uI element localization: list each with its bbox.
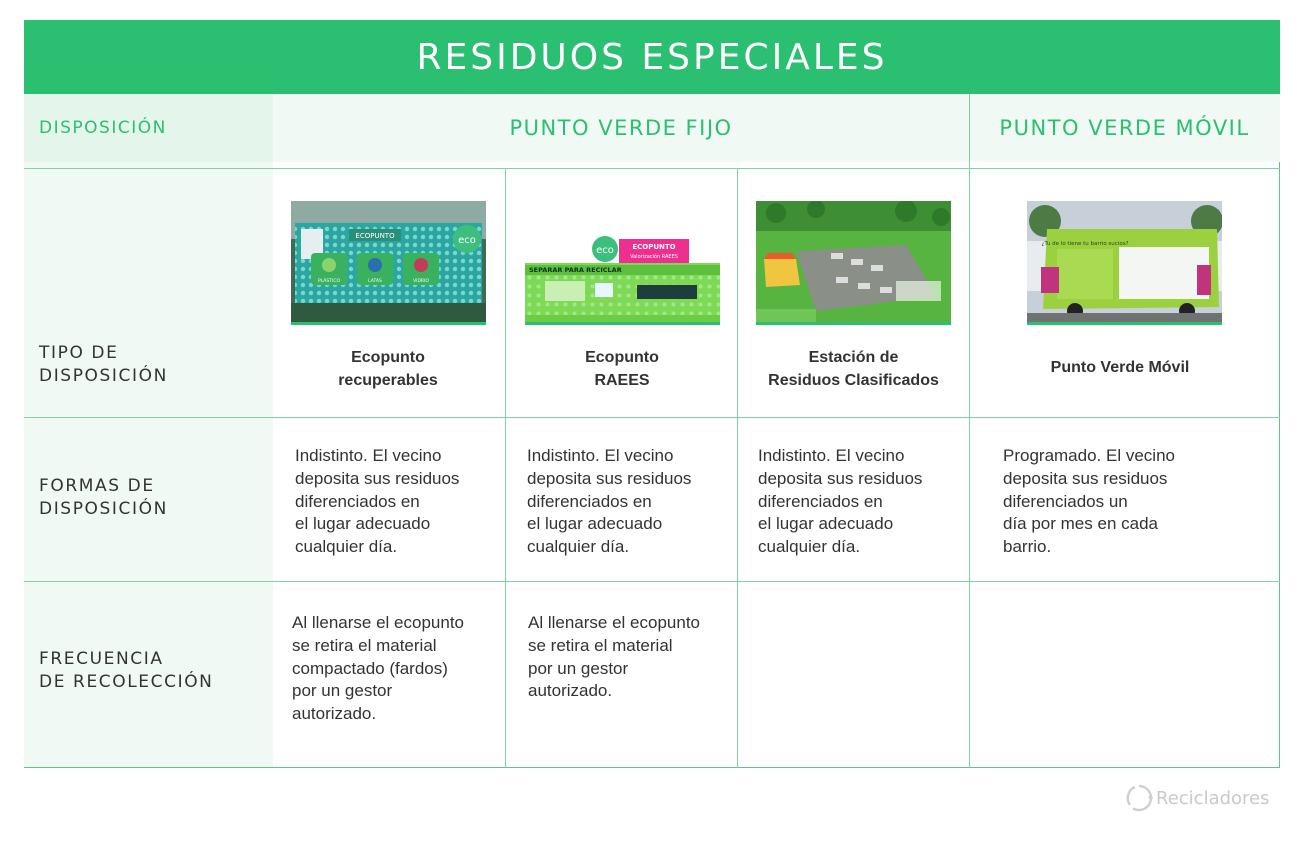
text-line: se retira el material — [292, 635, 437, 655]
text-line: el lugar adecuado — [295, 514, 431, 534]
text-line: Indistinto. El vecino — [758, 446, 905, 465]
photo-label: ECOPUNTO — [355, 232, 395, 240]
frecuencia-cell-1 — [292, 612, 464, 726]
photo-label: eco — [458, 235, 476, 246]
grid-line — [737, 168, 738, 768]
container-illustration — [291, 201, 486, 325]
row-label-frecuencia — [39, 648, 214, 694]
text-line: barrio. — [1003, 537, 1052, 557]
recicladores-logo — [1124, 783, 1270, 813]
disposal-type-line: RAEES — [594, 372, 650, 389]
photo-punto-verde-movil — [1027, 201, 1222, 325]
residuos-table — [24, 20, 1280, 768]
disposal-type-line: Estación de — [808, 349, 899, 366]
title-bar — [24, 20, 1280, 94]
text-line: Programado. El vecino — [1003, 446, 1175, 465]
estacion-illustration — [756, 201, 951, 325]
text-line: deposita sus residuos — [1003, 468, 1168, 488]
header-row — [24, 94, 1280, 162]
text-line: Indistinto. El vecino — [295, 446, 442, 465]
text-line: cualquier día. — [758, 537, 861, 557]
row-label-line: DISPOSICIÓN — [39, 366, 168, 386]
text-line: el lugar adecuado — [758, 514, 894, 534]
photo-estacion-residuos — [756, 201, 951, 325]
text-line: cualquier día. — [295, 537, 398, 557]
disposal-type-name — [290, 346, 486, 392]
text-line: por un gestor — [528, 658, 629, 678]
text-line: cualquier día. — [527, 537, 630, 557]
text-line: Al llenarse el ecopunto — [528, 613, 701, 632]
photo-label: VIDRIO — [413, 279, 429, 284]
text-line: diferenciados en — [295, 491, 420, 511]
truck-illustration — [1027, 201, 1222, 325]
logo-text: Recicladores — [1156, 787, 1270, 809]
text-line: autorizado. — [292, 704, 377, 724]
photo-label: SEPARAR PARA RECICLAR — [529, 266, 622, 274]
formas-cell-3 — [758, 445, 922, 559]
photo-ecopunto-recuperables — [291, 201, 486, 325]
formas-cell-4 — [1003, 445, 1175, 559]
text-line: se retira el material — [528, 635, 673, 655]
text-line: por un gestor — [292, 681, 393, 701]
photo-ecopunto-raees — [525, 201, 720, 325]
disposal-type-name — [506, 346, 738, 392]
grid-line — [505, 168, 506, 768]
row-label-tipo — [39, 342, 168, 388]
text-line: Al llenarse el ecopunto — [292, 613, 465, 632]
disposal-type-line: Punto Verde Móvil — [1050, 359, 1190, 376]
text-line: deposita sus residuos — [527, 468, 692, 488]
text-line: diferenciados un — [1003, 491, 1128, 511]
formas-cell-1 — [295, 445, 459, 559]
photo-label: Valorización RAEES — [630, 254, 678, 260]
recycle-circle-icon — [1124, 783, 1154, 813]
text-line: autorizado. — [528, 681, 613, 701]
text-line: diferenciados en — [758, 491, 883, 511]
row-label-line: DE RECOLECCIÓN — [39, 672, 214, 692]
text-line: diferenciados en — [527, 491, 652, 511]
photo-label: ECOPUNTO — [632, 243, 676, 251]
text-line: día por mes en cada — [1003, 514, 1158, 534]
row-label-line: FORMAS DE — [39, 476, 155, 496]
grid-line — [24, 168, 1280, 169]
text-line: deposita sus residuos — [295, 468, 460, 488]
header-punto-verde-fijo: PUNTO VERDE FIJO — [509, 116, 733, 140]
grid-line — [24, 581, 1280, 582]
photo-label: ¿Tu de lo tiene tu barrio sucios? — [1041, 241, 1129, 247]
disposal-type-line: recuperables — [338, 372, 438, 389]
row-label-line: DISPOSICIÓN — [39, 499, 168, 519]
text-line: compactado (fardos) — [292, 658, 448, 678]
text-line: deposita sus residuos — [758, 468, 923, 488]
row-label-line: TIPO DE — [39, 343, 119, 363]
photo-label: eco — [596, 245, 614, 256]
grid-line — [969, 94, 970, 768]
photo-label: PLÁSTICO — [317, 279, 341, 284]
frecuencia-cell-2 — [528, 612, 700, 703]
row-label-formas — [39, 475, 168, 521]
disposal-type-line: Ecopunto — [351, 349, 425, 366]
header-punto-verde-movil: PUNTO VERDE MÓVIL — [999, 116, 1250, 140]
formas-cell-2 — [527, 445, 691, 559]
ecopunto-raees-illustration — [525, 201, 720, 325]
row-label-line: FRECUENCIA — [39, 649, 164, 669]
disposal-type-name — [738, 346, 969, 392]
disposal-type-line: Ecopunto — [585, 349, 659, 366]
disposal-type-line: Residuos Clasificados — [768, 372, 939, 389]
header-disposicion: DISPOSICIÓN — [39, 118, 167, 138]
photo-label: LATAS — [368, 279, 382, 284]
page-title: RESIDUOS ESPECIALES — [416, 36, 888, 78]
grid-line — [24, 417, 1280, 418]
text-line: el lugar adecuado — [527, 514, 663, 534]
disposal-type-name — [970, 356, 1270, 379]
text-line: Indistinto. El vecino — [527, 446, 674, 465]
